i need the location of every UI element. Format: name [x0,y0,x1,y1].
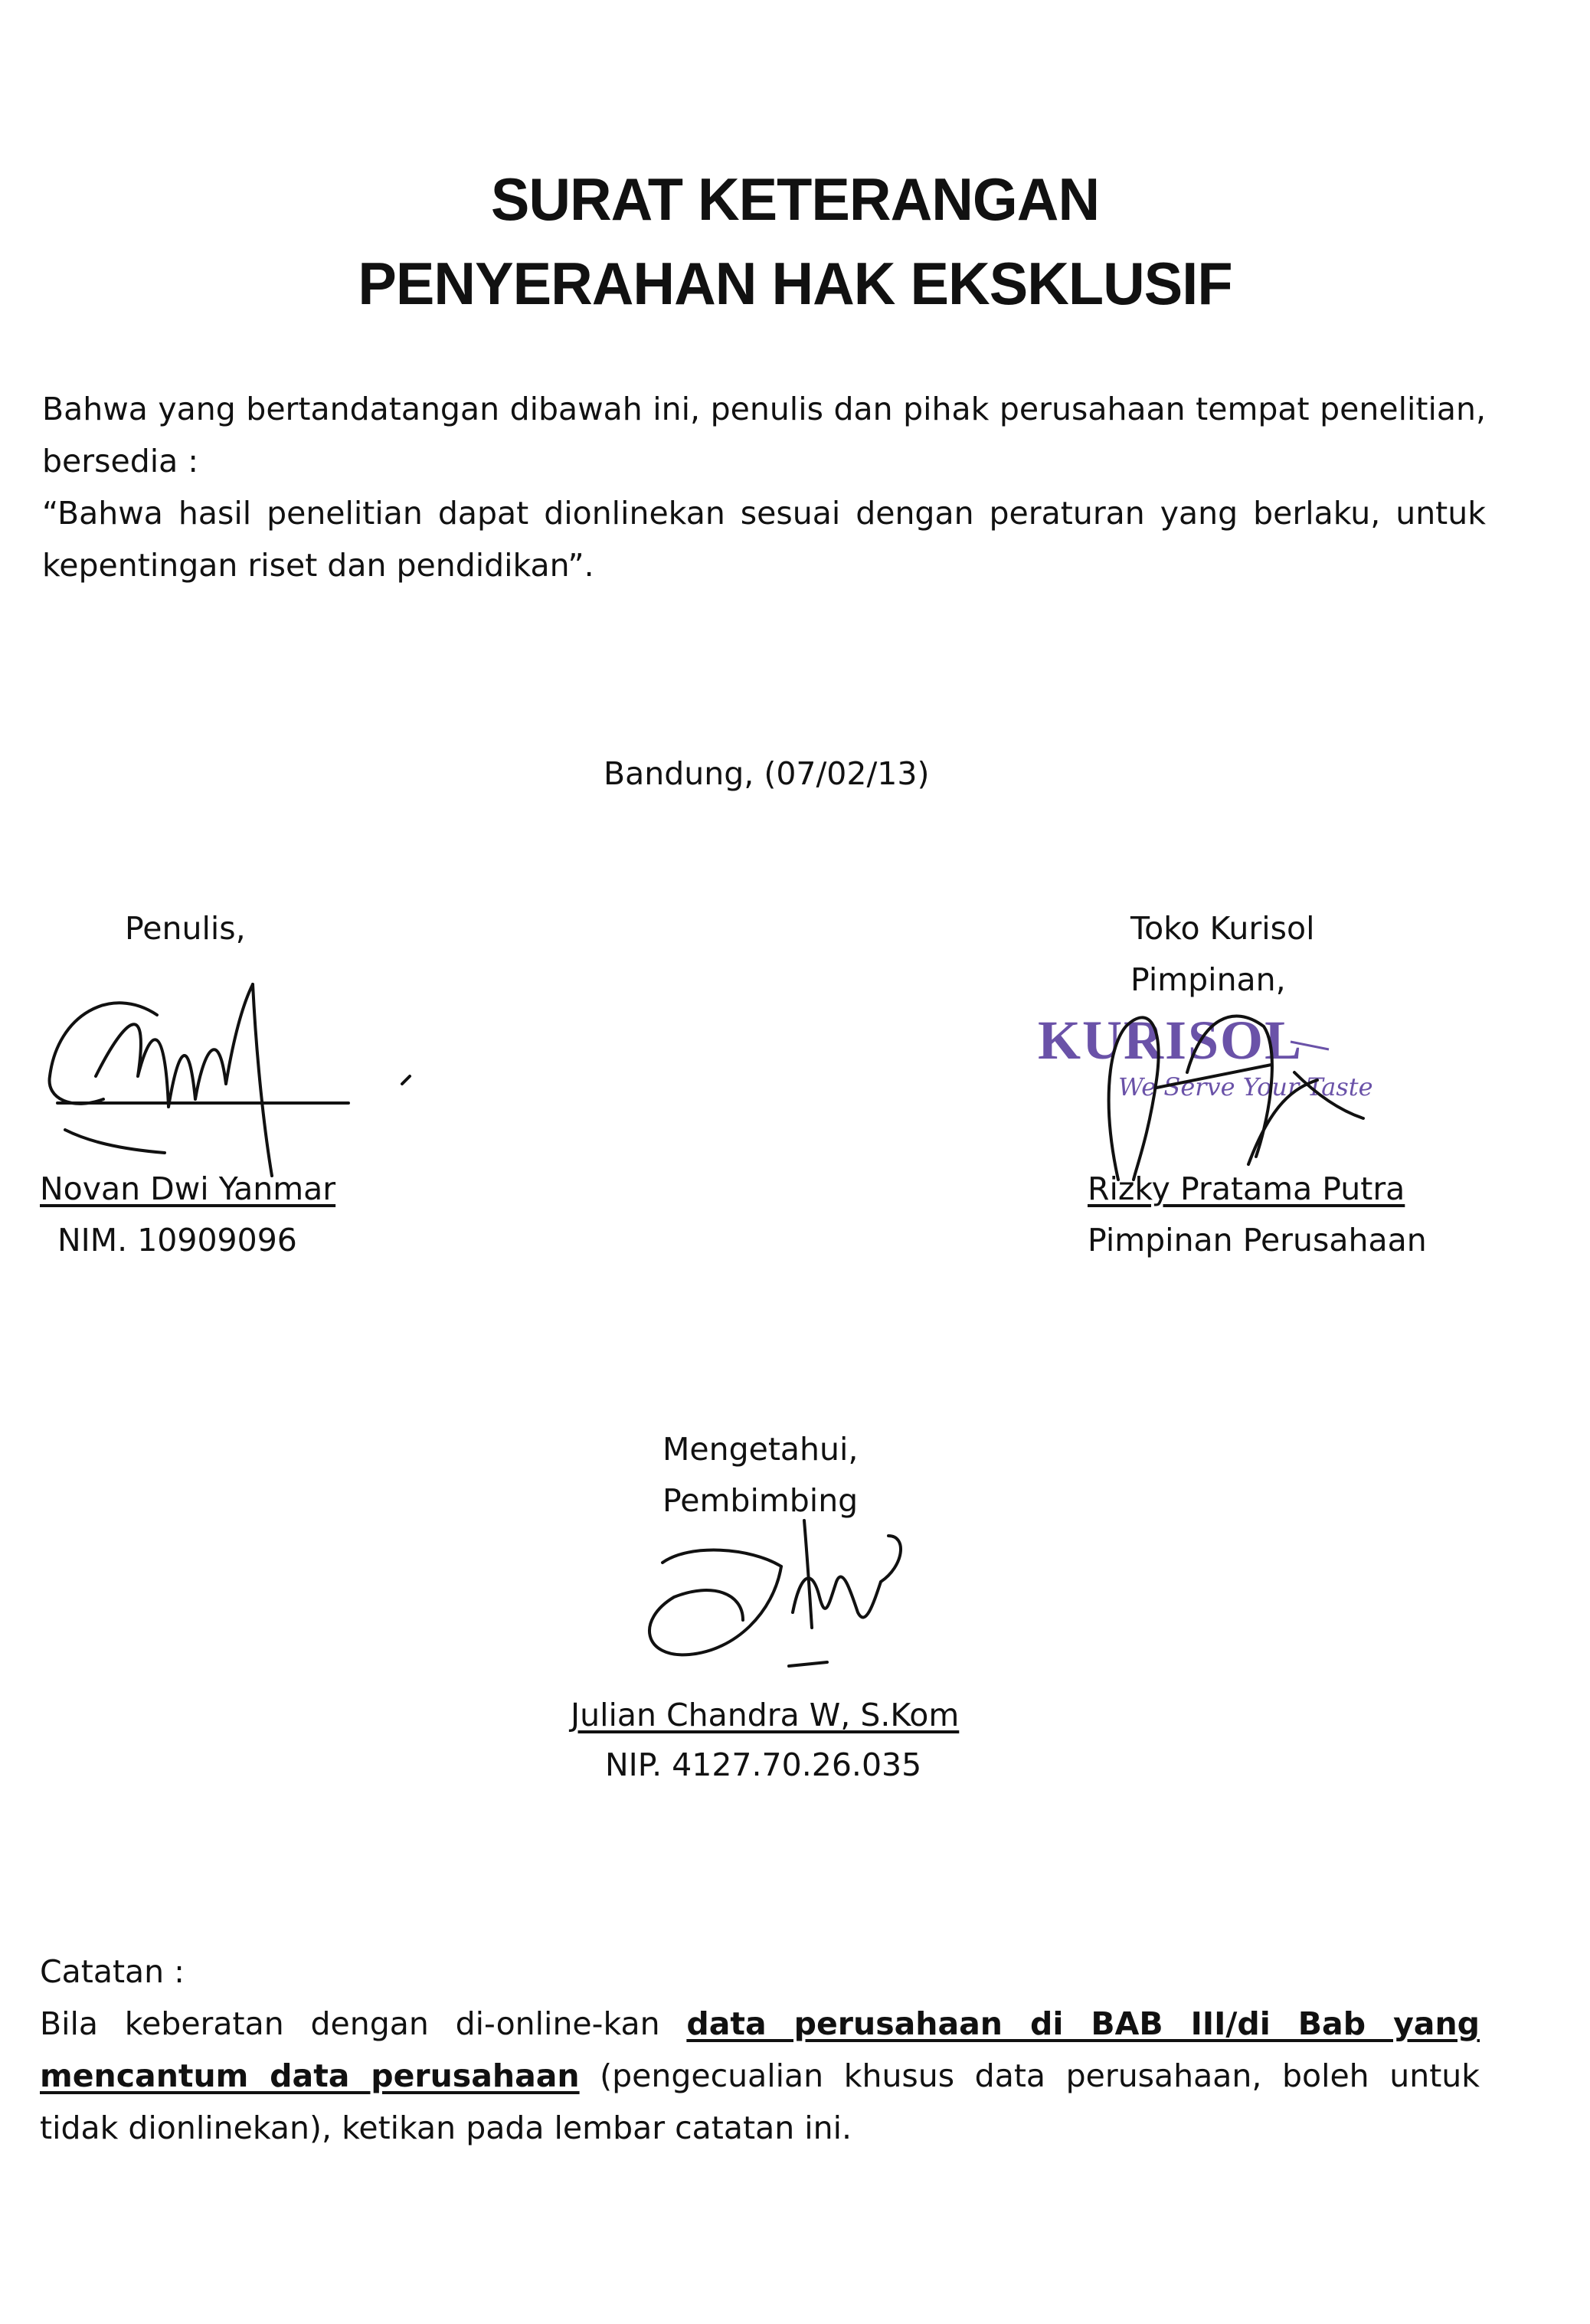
note-text-after: (pengecualian khusus data perusahaan, boleh untuk tidak dionlinekan), ketikan pada lembar catatan ini. [40,2057,1480,2146]
writer-id: NIM. 10909096 [57,1222,297,1259]
quote-line-1: “Bahwa hasil penelitian dapat dionlinekan sesuai dengan peraturan yang berlaku, untuk [42,495,1486,532]
company-signature [1065,957,1386,1187]
note-text-before: Bila keberatan dengan di-online-kan [40,2005,687,2042]
document-title-line2: PENYERAHAN HAK EKSKLUSIF [358,250,1232,317]
writer-signature [42,969,364,1191]
company-signer-position: Pimpinan Perusahaan [1088,1222,1427,1259]
intro-line-1: Bahwa yang bertandatangan dibawah ini, penulis dan pihak perusahaan tempat penelitian, [42,391,1486,427]
intro-line-2: bersedia : [42,443,199,480]
intro-paragraph [42,383,1486,591]
company-name: Toko Kurisol [1130,910,1315,947]
supervisor-signature [628,1520,919,1674]
document-title-line1: SURAT KETERANGAN [490,165,1100,233]
stamp-tagline: We Serve Your Taste [1118,1072,1373,1101]
note-heading: Catatan : [40,1953,185,1990]
supervisor-id: NIP. 4127.70.26.035 [605,1746,922,1783]
company-role: Pimpinan, [1130,961,1286,998]
supervisor-role: Pembimbing [662,1482,859,1519]
stamp-brand: KURISOL [1038,1010,1304,1071]
note-paragraph [40,1998,1480,2154]
quote-line-2: kepentingan riset dan pendidikan”. [42,547,594,584]
writer-role: Penulis, [125,910,246,947]
supervisor-ack: Mengetahui, [662,1431,859,1468]
note-highlight: data perusahaan di BAB III/di Bab yang mencantum data perusahaan [40,2005,1480,2094]
place-date: Bandung, (07/02/13) [604,755,930,792]
supervisor-name: Julian Chandra W, S.Kom [571,1697,960,1733]
company-signer-name: Rizky Pratama Putra [1088,1170,1405,1207]
writer-name: Novan Dwi Yanmar [40,1170,336,1207]
